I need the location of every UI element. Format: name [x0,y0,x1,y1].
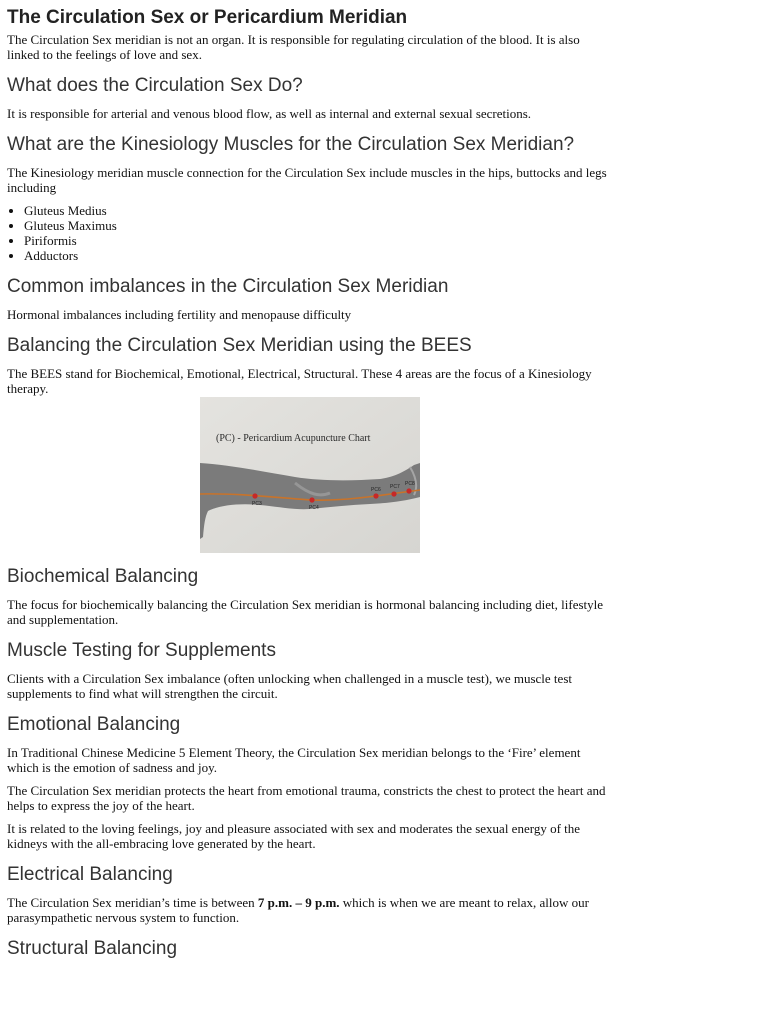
pericardium-chart-image [200,397,420,553]
pericardium-chart-drawing [200,397,420,553]
acupoint-dot [391,491,396,496]
acupoint-dot [309,497,314,502]
meridian-time: 7 p.m. – 9 p.m. [257,895,340,910]
point-label: PC8 [405,481,415,487]
point-label: PC3 [252,501,262,507]
muscles-paragraph: The Kinesiology meridian muscle connection for the Circulation Sex include muscles in the hips, buttocks and legs including [7,165,607,195]
heading-structural: Structural Balancing [7,938,178,959]
heading-bees: Balancing the Circulation Sex Meridian using the BEES [7,335,472,356]
emotional-paragraph-1: In Traditional Chinese Medicine 5 Element Theory, the Circulation Sex meridian belongs to the ‘Fire’ element which is the emotion of sadness and joy. [7,745,581,775]
point-label: PC4 [309,505,319,511]
imbalances-paragraph: Hormonal imbalances including fertility and menopause difficulty [7,307,352,322]
heading-biochemical: Biochemical Balancing [7,566,199,587]
bees-paragraph: The BEES stand for Biochemical, Emotional, Electrical, Structural. These 4 areas are the focus of a Kinesiology therapy. [7,366,592,396]
muscle-list [7,203,611,263]
biochemical-paragraph: The focus for biochemically balancing the Circulation Sex meridian is hormonal balancing including diet, lifestyle and supplementation. [7,597,604,627]
what-does-paragraph: It is responsible for arterial and venous blood flow, as well as internal and external sexual secretions. [7,106,532,121]
emotional-paragraph-2: The Circulation Sex meridian protects the heart from emotional trauma, constricts the chest to protect the heart and helps to express the joy of the heart. [7,783,606,813]
page-title: The Circulation Sex or Pericardium Meridian [7,7,408,28]
acupoint-dot [406,488,411,493]
heading-electrical: Electrical Balancing [7,864,173,885]
electrical-text-before: The Circulation Sex meridian’s time is between [7,895,258,910]
muscle-testing-paragraph: Clients with a Circulation Sex imbalance (often unlocking when challenged in a muscle test), we muscle test supplements to find what will strengthen the circuit. [7,671,572,701]
article [7,0,611,969]
list-item: • Adductors [24,248,611,263]
emotional-paragraph-3: It is related to the loving feelings, joy and pleasure associated with sex and moderates the sexual energy of the kidneys with the all-embracing love generated by the heart. [7,821,581,851]
intro-paragraph: The Circulation Sex meridian is not an organ. It is responsible for regulating circulation of the blood. It is also linked to the feelings of love and sex. [7,32,580,62]
list-item: • Gluteus Medius [24,203,611,218]
heading-muscle-testing: Muscle Testing for Supplements [7,640,276,661]
point-label: PC7 [390,484,400,490]
point-label: PC6 [371,487,381,493]
chart-caption: (PC) - Pericardium Acupuncture Chart [216,433,371,444]
electrical-text-after: which is when we are meant to relax, allow our parasympathetic nervous system to function. [7,895,589,925]
acupoint-dot [252,493,257,498]
heading-imbalances: Common imbalances in the Circulation Sex Meridian [7,276,449,297]
heading-what-does: What does the Circulation Sex Do? [7,75,303,96]
electrical-paragraph [7,895,611,925]
list-item: • Gluteus Maximus [24,218,611,233]
heading-emotional: Emotional Balancing [7,714,181,735]
list-item: • Piriformis [24,233,611,248]
heading-muscles: What are the Kinesiology Muscles for the Circulation Sex Meridian? [7,134,575,155]
acupoint-dot [373,493,378,498]
